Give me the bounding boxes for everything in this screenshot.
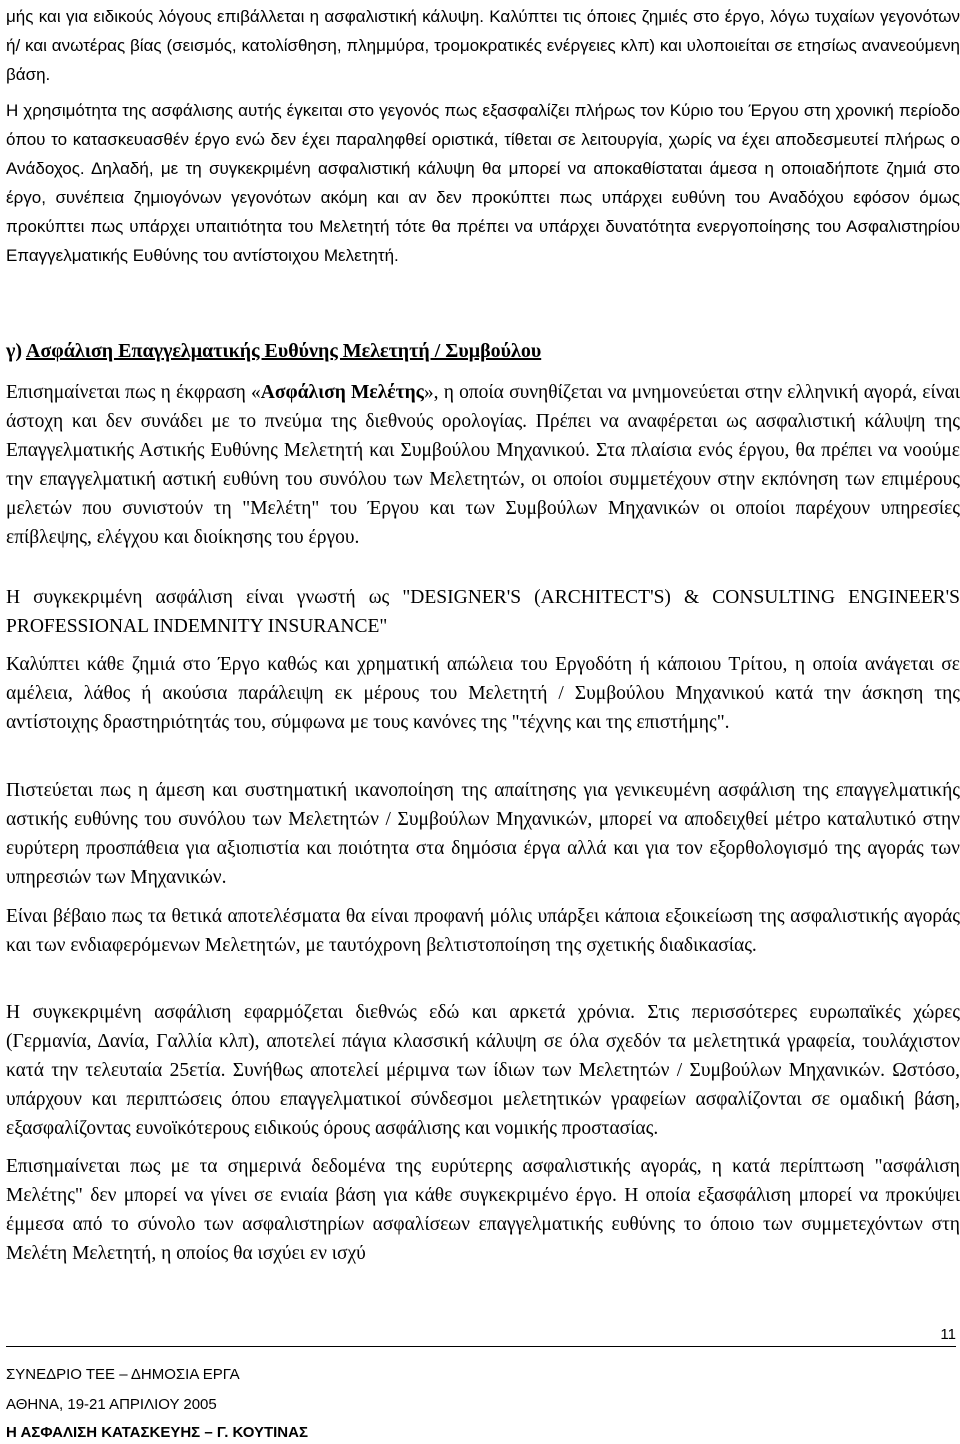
paragraph-coverage: Καλύπτει κάθε ζημιά στο Έργο καθώς και χρηματική απώλεια του Εργοδότη ή κάποιου Τρίτου, η οποία ανάγεται σε αμέλεια, λάθος ή ακούσια παράλειψη εκ μέρους του Μελετητή / Συμβούλου Μηχανικού κατά την άσκηση της αντίστοιχης δραστηριότητάς του, σύμφωνα με τους κανόνες της "τέχνης και της επιστήμης".: [6, 654, 960, 733]
paragraph-terminology: [6, 378, 960, 552]
footer-title: Η ΑΣΦΑΛΙΣΗ ΚΑΤΑΣΚΕΥΗΣ – Γ. ΚΟΥΤΙΝΑΣ: [6, 1424, 308, 1441]
footer-date: ΑΘΗΝΑ, 19-21 ΑΠΡΙΛΙΟΥ 2005: [6, 1396, 217, 1413]
footer-divider: [6, 1346, 956, 1347]
paragraph-terminology-start: Επισημαίνεται πως η έκφραση «: [6, 382, 261, 403]
paragraph-terminology-bold: Ασφάλιση Μελέτης: [260, 382, 424, 403]
paragraph-usefulness: Η χρησιμότητα της ασφάλισης αυτής έγκειται στο γεγονός πως εξασφαλίζει πλήρως τον Κύριο του Έργου στη χρονική περίοδο όπου το κατασκευασθέν έργο ενώ δεν έχει παραληφθεί οριστικά, τίθεται σε λειτουργία, χωρίς να έχει αποδεσμευτεί πλήρως ο Ανάδοχος. Δηλαδή, με τη συγκεκριμένη ασφαλιστική κάλυψη θα μπορεί να αποκαθίσταται άμεσα η οποιαδήποτε ζημιά στο έργο, συνέπεια ζημιογόνων γεγονότων ακόμη και αν δεν προκύπτει πως υπάρχει ευθύνη του Αναδόχου εφόσον όμως προκύπτει πως υπάρχει υπαιτιότητα του Μελετητή τότε θα πρέπει να υπάρχει δυνατότητα ενεργοποίησης του Ασφαλιστηρίου Επαγγελματικής Ευθύνης του αντίστοιχου Μελετητή.: [6, 101, 960, 265]
section-heading: [6, 340, 541, 363]
paragraph-intro: μής και για ειδικούς λόγους επιβάλλεται η ασφαλιστική κάλυψη. Καλύπτει τις όποιες ζημιές στο έργο, λόγω τυχαίων γεγονότων ή/ και ανωτέρας βίας (σεισμός, κατολίσθηση, πλημμύρα, τρομοκρατικές ενέργειες κλπ) και υλοποιείται σε ετησίως ανανεούμενη βάση.: [6, 7, 960, 84]
paragraph-results: Είναι βέβαιο πως τα θετικά αποτελέσματα θα είναι προφανή μόλις υπάρξει κάποια εξοικείωση της ασφαλιστικής αγοράς και των ενδιαφερόμενων Μελετητών, με ταυτόχρονη βελτιστοποίηση της σχετικής διαδικασίας.: [6, 906, 960, 956]
paragraph-insurance-name: Η συγκεκριμένη ασφάλιση είναι γνωστή ως "DESIGNER'S (ARCHITECT'S) & CONSULTING ENGINEER'S PROFESSIONAL INDEMNITY INSURANCE": [6, 587, 960, 637]
page-number: 11: [940, 1326, 956, 1343]
footer-conference: ΣΥΝΕΔΡΙΟ ΤΕΕ – ΔΗΜΟΣΙΑ ΕΡΓΑ: [6, 1366, 240, 1383]
paragraph-international: Η συγκεκριμένη ασφάλιση εφαρμόζεται διεθνώς εδώ και αρκετά χρόνια. Στις περισσότερες ευρωπαϊκές χώρες (Γερμανία, Δανία, Γαλλία κλπ), αποτελεί πάγια κλασσική κάλυψη σε όλα σχεδόν τα μελετητικά γραφεία, τουλάχιστον κατά την τελευταία 25ετία. Συνήθως αποτελεί μέριμνα των ίδιων των Μελετητών / Συμβούλων Μηχανικών. Ωστόσο, υπάρχουν και περιπτώσεις όπου επαγγελματικοί σύνδεσμοι μελετητικών γραφείων ασφαλίζονται σε ομαδική βάση, εξασφαλίζοντας ευνοϊκότερους ειδικούς όρους ασφάλισης και νομικής προστασίας.: [6, 1002, 960, 1139]
paragraph-belief: Πιστεύεται πως η άμεση και συστηματική ικανοποίηση της απαίτησης για γενικευμένη ασφάλιση της επαγγελματικής αστικής ευθύνης του συνόλου των Μελετητών / Συμβούλων Μηχανικών, μπορεί να αποδειχθεί μέτρο καταλυτικό στην ευρύτερη προσπάθεια για αξιοπιστία και ποιότητα στα δημόσια έργα αλλά και για τον εξορθολογισμό της αγοράς των υπηρεσιών των Μηχανικών.: [6, 780, 960, 888]
section-heading-title: Ασφάλιση Επαγγελματικής Ευθύνης Μελετητή / Συμβούλου: [25, 340, 542, 362]
section-heading-label: γ): [6, 340, 23, 362]
paragraph-terminology-end: », η οποία συνηθίζεται να μνημονεύεται στην ελληνική αγορά, είναι άστοχη και δεν συνάδει με το πνεύμα της διεθνούς ορολογίας. Πρέπει να αναφέρεται ως ασφαλιστική κάλυψη της Επαγγελματικής Αστικής Ευθύνης Μελετητή και Συμβούλου Μηχανικού. Στα πλαίσια ενός έργου, θα πρέπει να νοούμε την επαγγελματική αστική ευθύνη του συνόλου των Μελετητών, οι οποίοι συμμετέχουν στην εκπόνηση των επιμέρους μελετών που συνιστούν τη "Μελέτη" του Έργου και των Συμβούλων Μηχανικών οι οποίοι παρέχουν υπηρεσίες επίβλεψης, ελέγχου και διοίκησης του έργου.: [6, 382, 960, 548]
paragraph-current-data: Επισημαίνεται πως με τα σημερινά δεδομένα της ευρύτερης ασφαλιστικής αγοράς, η κατά περίπτωση "ασφάλιση Μελέτης" δεν μπορεί να γίνει σε ενιαία βάση για κάθε συγκεκριμένο έργο. Η οποία εξασφάλιση μπορεί να προκύψει έμμεσα από το σύνολο των ασφαλιστηρίων ασφαλίσεων επαγγελματικής ευθύνης το όποιο των συμμετεχόντων στη Μελέτη Μελετητή, η οποίος θα ισχύει εν ισχύ: [6, 1156, 960, 1264]
